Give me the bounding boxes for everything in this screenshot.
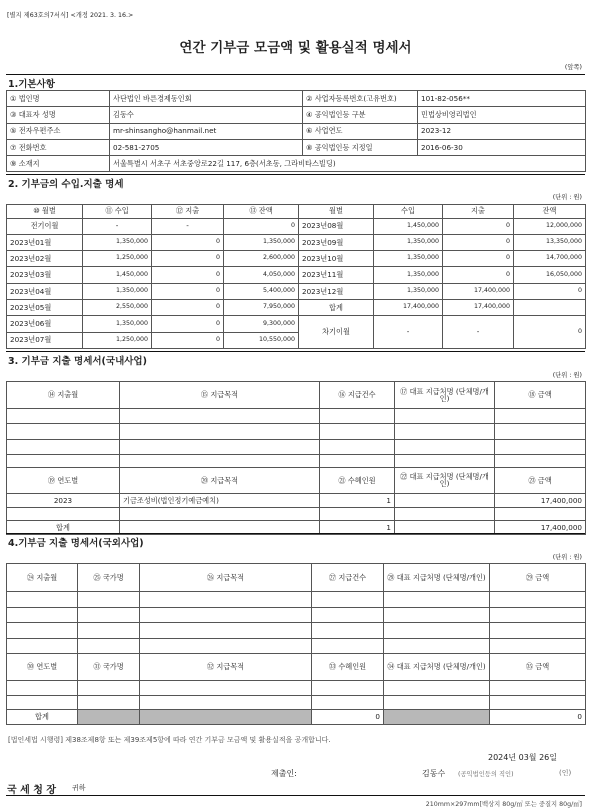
empty-cell — [7, 623, 78, 639]
balance-cell: 7,950,000 — [224, 299, 299, 315]
empty-cell — [320, 507, 395, 520]
empty-cell — [495, 454, 586, 467]
income-cell: 1,350,000 — [374, 283, 443, 299]
empty-cell — [490, 623, 586, 639]
header-row — [7, 205, 586, 219]
month-cell: 2023년07월 — [7, 332, 83, 348]
column-header: ㉛ 국가명 — [78, 654, 140, 681]
empty-cell — [490, 638, 586, 654]
expense-cell: 0 — [152, 283, 224, 299]
payee-cell — [395, 493, 495, 507]
total-count: 1 — [320, 520, 395, 534]
empty-row — [7, 507, 586, 520]
total-amount: 17,400,000 — [495, 520, 586, 534]
address-value: 서울특별시 서초구 서초중앙로22길 117, 6층(서초동, 그라비타스빌딩) — [110, 156, 586, 172]
income-cell: - — [83, 218, 152, 234]
total-expense: 17,400,000 — [443, 299, 514, 315]
month-row — [7, 251, 586, 267]
balance-cell: 12,000,000 — [514, 218, 586, 234]
balance-cell: 1,350,000 — [224, 234, 299, 250]
info-row — [7, 139, 586, 155]
month-row — [7, 299, 586, 315]
empty-row — [7, 623, 586, 639]
column-header: ⑪ 수입 — [83, 205, 152, 219]
total-label: 합계 — [7, 710, 78, 725]
info-value: mr-shinsangho@hanmail.net — [110, 123, 303, 139]
income-cell: 1,350,000 — [374, 251, 443, 267]
info-label: ⑦ 전화번호 — [7, 139, 110, 155]
legal-basis-text: [법인세법 시행령] 제38조제8항 또는 제39조제5항에 따라 연간 기부금 모금액 및 활용실적을 공개합니다. — [8, 736, 331, 744]
expense-cell: - — [152, 218, 224, 234]
empty-cell — [384, 695, 490, 710]
column-header: 월별 — [299, 205, 374, 219]
empty-cell — [320, 439, 395, 454]
balance-cell: 0 — [224, 218, 299, 234]
month-cell: 2023년08월 — [299, 218, 374, 234]
total-amount: 0 — [490, 710, 586, 725]
year-cell: 2023 — [7, 493, 120, 507]
balance-cell: 0 — [514, 283, 586, 299]
info-row — [7, 91, 586, 107]
column-header: ㉗ 지급건수 — [312, 564, 384, 592]
empty-cell — [320, 454, 395, 467]
info-label: ⑨ 소재지 — [7, 156, 110, 172]
balance-cell: 13,350,000 — [514, 234, 586, 250]
total-count: 0 — [312, 710, 384, 725]
column-header: 잔액 — [514, 205, 586, 219]
empty-cell — [312, 623, 384, 639]
empty-cell — [78, 592, 140, 608]
income-cell: 1,350,000 — [374, 234, 443, 250]
overseas-expense-table — [6, 563, 586, 725]
income-cell: 1,250,000 — [83, 332, 152, 348]
income-cell: 1,450,000 — [374, 218, 443, 234]
empty-cell — [78, 623, 140, 639]
column-header: ⑲ 연도별 — [7, 467, 120, 493]
info-label: ④ 공익법인등 구분 — [303, 107, 418, 123]
info-label: ① 법인명 — [7, 91, 110, 107]
info-label: ⑥ 사업연도 — [303, 123, 418, 139]
balance-cell: 16,050,000 — [514, 267, 586, 283]
empty-cell — [140, 607, 312, 623]
income-cell: 1,250,000 — [83, 251, 152, 267]
total-balance — [514, 299, 586, 315]
expense-cell: 0 — [443, 251, 514, 267]
month-cell: 2023년02월 — [7, 251, 83, 267]
info-value: 사단법인 바른경제동인회 — [110, 91, 303, 107]
empty-cell — [384, 681, 490, 696]
empty-cell — [312, 638, 384, 654]
month-cell: 2023년04월 — [7, 283, 83, 299]
income-cell: 1,350,000 — [374, 267, 443, 283]
month-cell: 2023년11월 — [299, 267, 374, 283]
column-header: 지출 — [443, 205, 514, 219]
empty-cell — [7, 507, 120, 520]
total-label: 합계 — [7, 520, 120, 534]
month-row — [7, 218, 586, 234]
carry-balance: 0 — [514, 316, 586, 349]
column-header: 수입 — [374, 205, 443, 219]
column-header: ㉑ 수혜인원 — [320, 467, 395, 493]
column-header: ㉒ 대표 지급처명 (단체명/개인) — [395, 467, 495, 493]
header-row — [7, 382, 586, 409]
expense-cell: 0 — [152, 251, 224, 267]
total-row — [7, 710, 586, 725]
empty-row — [7, 607, 586, 623]
submitter-role: (공익법인등의 직인) — [458, 771, 514, 778]
empty-cell — [7, 454, 120, 467]
empty-cell — [312, 695, 384, 710]
section-1-heading: 1.기본사항 — [8, 79, 55, 90]
submitter-name: 김동수 — [422, 769, 446, 778]
column-header: ㉞ 대표 지급처명 (단체명/개인) — [384, 654, 490, 681]
empty-cell — [312, 592, 384, 608]
submitter-label: 제출인: — [271, 769, 297, 778]
info-label: ⑤ 전자우편주소 — [7, 123, 110, 139]
expense-cell: 0 — [152, 332, 224, 348]
empty-cell — [140, 638, 312, 654]
month-cell: 2023년09월 — [299, 234, 374, 250]
empty-row — [7, 695, 586, 710]
info-value: 김동수 — [110, 107, 303, 123]
column-header: ㉘ 대표 지급처명 (단체명/개인) — [384, 564, 490, 592]
info-value: 2023-12 — [418, 123, 586, 139]
section-4-heading: 4.기부금 지출 명세서(국외사업) — [8, 538, 144, 549]
empty-cell — [7, 409, 120, 424]
column-header: ⑫ 지출 — [152, 205, 224, 219]
empty-cell — [384, 638, 490, 654]
empty-cell — [78, 695, 140, 710]
form-header-note: [별지 제63호의7서식] <개정 2021. 3. 16.> — [7, 12, 134, 19]
basic-info-table — [6, 90, 586, 172]
empty-cell — [140, 623, 312, 639]
empty-cell — [7, 695, 78, 710]
empty-cell — [495, 507, 586, 520]
empty-row — [7, 638, 586, 654]
empty-cell — [120, 424, 320, 439]
column-header: ㉖ 지급목적 — [140, 564, 312, 592]
column-header: ⑮ 지급목적 — [120, 382, 320, 409]
empty-row — [7, 439, 586, 454]
empty-cell — [384, 592, 490, 608]
recipient: 국 세 청 장 — [7, 785, 57, 796]
income-cell: 1,350,000 — [83, 316, 152, 332]
month-cell: 2023년12월 — [299, 283, 374, 299]
income-cell: 2,550,000 — [83, 299, 152, 315]
paper-spec: 210mm×297mm[백상지 80g/㎡ 또는 중질지 80g/㎡] — [425, 801, 582, 808]
column-header: ㉕ 국가명 — [78, 564, 140, 592]
expense-cell: 0 — [152, 316, 224, 332]
address-row — [7, 156, 586, 172]
amount-cell: 17,400,000 — [495, 493, 586, 507]
column-header: ㉝ 수혜인원 — [312, 654, 384, 681]
section-4-unit: (단위 : 원) — [552, 554, 582, 561]
info-row — [7, 123, 586, 139]
spacer-row — [7, 454, 586, 467]
info-row — [7, 107, 586, 123]
column-header: ⑳ 지급목적 — [120, 467, 320, 493]
month-row — [7, 316, 586, 332]
month-cell: 전기이월 — [7, 218, 83, 234]
empty-cell — [120, 454, 320, 467]
empty-cell — [7, 439, 120, 454]
shaded-cell — [140, 710, 312, 725]
empty-row — [7, 592, 586, 608]
data-row — [7, 493, 586, 507]
balance-cell: 14,700,000 — [514, 251, 586, 267]
expense-cell: 0 — [443, 267, 514, 283]
month-cell: 2023년06월 — [7, 316, 83, 332]
empty-cell — [384, 623, 490, 639]
submission-date: 2024년 03월 26일 — [488, 753, 557, 762]
info-label: ⑧ 공익법인등 지정일 — [303, 139, 418, 155]
month-row — [7, 234, 586, 250]
info-value: 민법상비영리법인 — [418, 107, 586, 123]
section-2-heading: 2. 기부금의 수입.지출 명세 — [8, 179, 124, 190]
column-header: ⑰ 대표 지급처명 (단체명/개인) — [395, 382, 495, 409]
carry-income: - — [374, 316, 443, 349]
empty-row — [7, 409, 586, 424]
balance-cell: 5,400,000 — [224, 283, 299, 299]
column-header: ⑯ 지급건수 — [320, 382, 395, 409]
empty-row — [7, 424, 586, 439]
column-header: ⑱ 금액 — [495, 382, 586, 409]
empty-row — [7, 681, 586, 696]
month-cell: 2023년10월 — [299, 251, 374, 267]
shaded-cell — [384, 710, 490, 725]
header-row — [7, 467, 586, 493]
column-header: ㉚ 연도별 — [7, 654, 78, 681]
month-cell: 2023년01월 — [7, 234, 83, 250]
empty-cell — [495, 409, 586, 424]
empty-cell — [395, 439, 495, 454]
purpose-cell: 기금조성비(법인정기예금예치) — [120, 493, 320, 507]
header-row — [7, 654, 586, 681]
empty-cell — [490, 592, 586, 608]
balance-cell: 10,550,000 — [224, 332, 299, 348]
empty-cell — [78, 607, 140, 623]
income-cell: 1,350,000 — [83, 234, 152, 250]
shaded-cell — [78, 710, 140, 725]
info-label: ② 사업자등록번호(고유번호) — [303, 91, 418, 107]
empty-cell — [490, 695, 586, 710]
empty-cell — [140, 592, 312, 608]
empty-cell — [490, 681, 586, 696]
expense-cell: 0 — [443, 218, 514, 234]
info-value: 101-82-056** — [418, 91, 586, 107]
column-header: ㉟ 금액 — [490, 654, 586, 681]
income-expense-table — [6, 204, 586, 349]
expense-cell: 17,400,000 — [443, 283, 514, 299]
balance-cell: 4,050,000 — [224, 267, 299, 283]
empty-cell — [7, 607, 78, 623]
empty-cell — [7, 424, 120, 439]
empty-cell — [320, 424, 395, 439]
empty-cell — [78, 681, 140, 696]
month-cell: 2023년05월 — [7, 299, 83, 315]
balance-cell: 2,600,000 — [224, 251, 299, 267]
carry-expense: - — [443, 316, 514, 349]
info-label: ③ 대표자 성명 — [7, 107, 110, 123]
empty-cell — [7, 681, 78, 696]
empty-cell — [7, 592, 78, 608]
expense-cell: 0 — [443, 234, 514, 250]
column-header: ㉔ 지출월 — [7, 564, 78, 592]
expense-cell: 0 — [152, 234, 224, 250]
income-cell: 1,350,000 — [83, 283, 152, 299]
section-3-heading: 3. 기부금 지출 명세서(국내사업) — [8, 356, 147, 367]
section-3-unit: (단위 : 원) — [552, 372, 582, 379]
empty-cell — [384, 607, 490, 623]
section-2-unit: (단위 : 원) — [552, 194, 582, 201]
column-header: ⑬ 잔액 — [224, 205, 299, 219]
empty-cell — [78, 638, 140, 654]
seal-mark: (인) — [559, 769, 572, 777]
month-row — [7, 283, 586, 299]
total-income: 17,400,000 — [374, 299, 443, 315]
empty-cell — [140, 681, 312, 696]
empty-cell — [312, 607, 384, 623]
info-value: 2016-06-30 — [418, 139, 586, 155]
empty-cell — [140, 695, 312, 710]
empty-cell — [395, 424, 495, 439]
info-value: 02-581-2705 — [110, 139, 303, 155]
month-row — [7, 267, 586, 283]
column-header: ㉙ 금액 — [490, 564, 586, 592]
column-header: ㉜ 지급목적 — [140, 654, 312, 681]
empty-cell — [495, 424, 586, 439]
column-header: ㉓ 금액 — [495, 467, 586, 493]
column-header: ⑭ 지출월 — [7, 382, 120, 409]
expense-cell: 0 — [152, 267, 224, 283]
month-cell: 2023년03월 — [7, 267, 83, 283]
empty-cell — [395, 454, 495, 467]
empty-cell — [120, 507, 320, 520]
empty-cell — [495, 439, 586, 454]
expense-cell: 0 — [152, 299, 224, 315]
balance-cell: 9,300,000 — [224, 316, 299, 332]
empty-cell — [7, 638, 78, 654]
empty-cell — [312, 681, 384, 696]
front-mark: (앞쪽) — [564, 64, 582, 71]
page-title: 연간 기부금 모금액 및 활용실적 명세서 — [179, 40, 412, 56]
total-label: 합계 — [299, 299, 374, 315]
empty-cell — [120, 409, 320, 424]
empty-cell — [395, 409, 495, 424]
header-row — [7, 564, 586, 592]
beneficiary-count: 1 — [320, 493, 395, 507]
recipient-suffix: 귀하 — [72, 784, 86, 792]
carry-label: 차기이월 — [299, 316, 374, 349]
column-header: ⑩ 월별 — [7, 205, 83, 219]
empty-cell — [320, 409, 395, 424]
empty-cell — [490, 607, 586, 623]
empty-cell — [120, 439, 320, 454]
income-cell: 1,450,000 — [83, 267, 152, 283]
empty-cell — [395, 507, 495, 520]
domestic-expense-table — [6, 381, 586, 535]
